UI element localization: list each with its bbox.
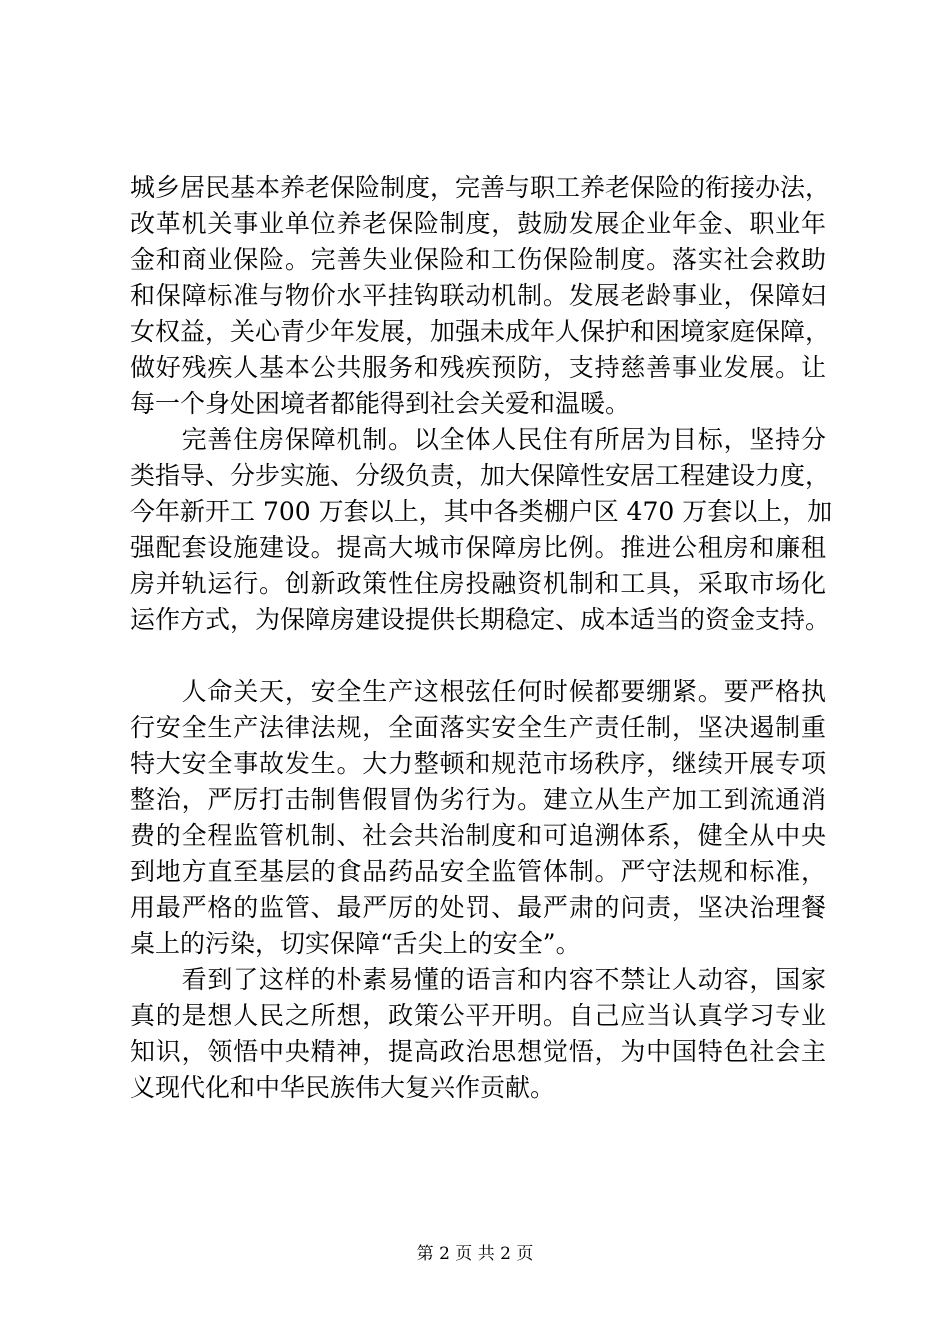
text-line: 整治，严厉打击制售假冒伪劣行为。建立从生产加工到流通消 xyxy=(130,785,826,814)
text-line: 类指导、分步实施、分级负责，加大保障性安居工程建设力度， xyxy=(130,461,831,490)
text-line: 真的是想人民之所想，政策公平开明。自己应当认真学习专业 xyxy=(130,1001,826,1030)
text-line: 每一个身处困境者都能得到社会关爱和温暖。 xyxy=(130,389,631,418)
text-line: 行安全生产法律法规，全面落实安全生产责任制，坚决遏制重 xyxy=(130,713,826,742)
text-line: 运作方式，为保障房建设提供长期稳定、成本适当的资金支持。 xyxy=(130,605,831,634)
text-line: 城乡居民基本养老保险制度，完善与职工养老保险的衔接办法， xyxy=(130,173,831,202)
text-line: 人命关天，安全生产这根弦任何时候都要绷紧。要严格执 xyxy=(130,677,826,706)
text-line: 做好残疾人基本公共服务和残疾预防，支持慈善事业发展。让 xyxy=(130,353,826,382)
text-line: 用最严格的监管、最严厉的处罚、最严肃的问责，坚决治理餐 xyxy=(130,893,826,922)
text-line: 改革机关事业单位养老保险制度，鼓励发展企业年金、职业年 xyxy=(130,209,826,238)
text-line: 特大安全事故发生。大力整顿和规范市场秩序，继续开展专项 xyxy=(130,749,826,778)
paragraph-pension xyxy=(130,170,831,422)
page-footer: 第 2 页 共 2 页 xyxy=(416,1244,534,1264)
text-line: 今年新开工 700 万套以上，其中各类棚户区 470 万套以上，加 xyxy=(130,497,833,526)
text-line: 女权益，关心青少年发展，加强未成年人保护和困境家庭保障， xyxy=(130,317,831,346)
text-line: 知识，领悟中央精神，提高政治思想觉悟，为中国特色社会主 xyxy=(130,1037,826,1066)
paragraph-housing xyxy=(130,422,833,638)
text-line: 强配套设施建设。提高大城市保障房比例。推进公租房和廉租 xyxy=(130,533,826,562)
text-line: 房并轨运行。创新政策性住房投融资机制和工具，采取市场化 xyxy=(130,569,826,598)
text-line: 到地方直至基层的食品药品安全监管体制。严守法规和标准， xyxy=(130,857,826,886)
text-line: 和保障标准与物价水平挂钩联动机制。发展老龄事业，保障妇 xyxy=(130,281,826,310)
text-line: 义现代化和中华民族伟大复兴作贡献。 xyxy=(130,1073,556,1102)
text-line: 费的全程监管机制、社会共治制度和可追溯体系，健全从中央 xyxy=(130,821,826,850)
text-line: 完善住房保障机制。以全体人民住有所居为目标，坚持分 xyxy=(130,425,826,454)
document-body xyxy=(130,170,833,1106)
text-line: 金和商业保险。完善失业保险和工伤保险制度。落实社会救助 xyxy=(130,245,826,274)
paragraph-safety xyxy=(130,674,826,962)
text-line: 桌上的污染，切实保障“舌尖上的安全”。 xyxy=(130,929,581,958)
paragraph-reflection xyxy=(130,962,826,1106)
paragraph-gap xyxy=(130,638,826,674)
text-line: 看到了这样的朴素易懂的语言和内容不禁让人动容，国家 xyxy=(130,965,826,994)
